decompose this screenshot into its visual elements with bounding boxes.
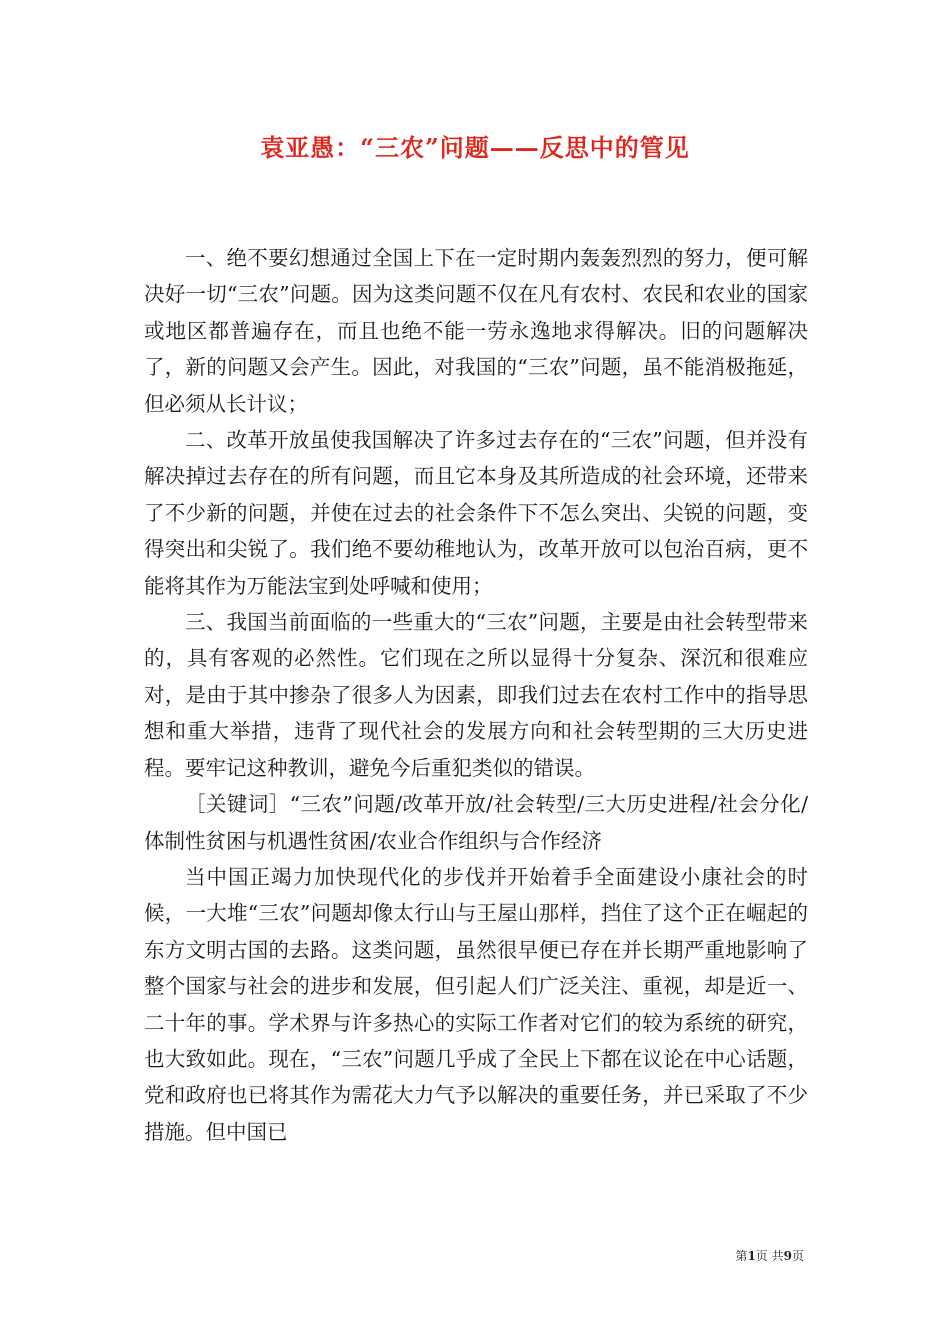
keywords-paragraph: ［关键词］“三农”问题/改革开放/社会转型/三大历史进程/社会分化/体制性贫困与机遇性贫困/农业合作组织与合作经济 [144, 792, 808, 853]
footer-prefix: 第 [735, 1249, 748, 1263]
document-title: 袁亚愚：“三农”问题——反思中的管见 [260, 133, 690, 162]
footer-current-page: 1 [747, 1249, 756, 1263]
page-footer [735, 1248, 804, 1264]
paragraph-2: 二、改革开放虽使我国解决了许多过去存在的“三农”问题，但并没有解决掉过去存在的所有问题，而且它本身及其所造成的社会环境，还带来了不少新的问题，并使在过去的社会条件下不怎么突出、尖锐的问题，变得突出和尖锐了。我们绝不要幼稚地认为，改革开放可以包治百病，更不能将其作为万能法宝到处呼喊和使用； [144, 428, 808, 598]
paragraph-1: 一、绝不要幻想通过全国上下在一定时期内轰轰烈烈的努力，便可解决好一切“三农”问题。因为这类问题不仅在凡有农村、农民和农业的国家或地区都普遍存在，而且也绝不能一劳永逸地求得解决。旧的问题解决了，新的问题又会产生。因此，对我国的“三农”问题，虽不能消极拖延，但必须从长计议； [144, 246, 808, 416]
footer-middle: 页 共 [755, 1249, 784, 1263]
footer-total-pages: 9 [783, 1249, 792, 1263]
paragraph-5: 当中国正竭力加快现代化的步伐并开始着手全面建设小康社会的时候，一大堆“三农”问题却像太行山与王屋山那样，挡住了这个正在崛起的东方文明古国的去路。这类问题，虽然很早便已存在并长期严重地影响了整个国家与社会的进步和发展，但引起人们广泛关注、重视，却是近一、二十年的事。学术界与许多热心的实际工作者对它们的较为系统的研究，也大致如此。现在，“三农”问题几乎成了全民上下都在议论在中心话题，党和政府也已将其作为需花大力气予以解决的重要任务，并已采取了不少措施。但中国已 [144, 864, 808, 1144]
paragraph-3: 三、我国当前面临的一些重大的“三农”问题，主要是由社会转型带来的，具有客观的必然性。它们现在之所以显得十分复杂、深沉和很难应对，是由于其中掺杂了很多人为因素，即我们过去在农村工作中的指导思想和重大举措，违背了现代社会的发展方向和社会转型期的三大历史进程。要牢记这种教训，避免今后重犯类似的错误。 [144, 610, 808, 780]
document-body [144, 240, 808, 1150]
footer-suffix: 页 [791, 1249, 804, 1263]
